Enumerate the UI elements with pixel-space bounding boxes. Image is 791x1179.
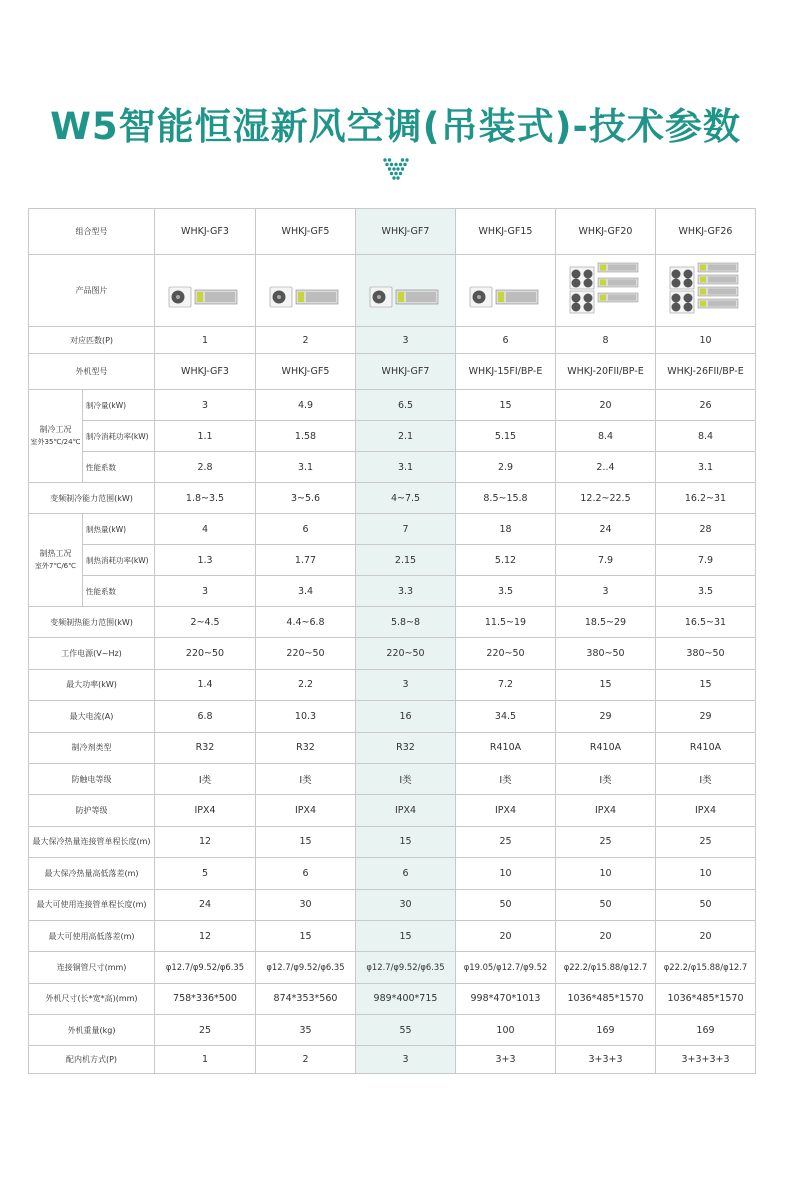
row-value-2: 4.4~6.8 (256, 607, 356, 638)
indoor-unit-icon (598, 293, 638, 302)
row-value-1: 1.1 (155, 421, 256, 452)
outdoor-unit-icon (570, 267, 594, 289)
row-value-5: 25 (556, 826, 656, 857)
heating-group-label-line2: 室外7℃/6℃ (35, 562, 76, 570)
table-row (29, 952, 756, 983)
row-value-4: 5.12 (456, 545, 556, 576)
row-value-1: 2.8 (155, 452, 256, 483)
row-label: 最大保冷热量连接管单程长度(m) (29, 826, 155, 857)
row-value-4: 998*470*1013 (456, 983, 556, 1014)
row-value-6: 16.2~31 (656, 483, 756, 514)
heating-group-label-line1: 制热工况 (39, 549, 72, 558)
row-value-2: 15 (256, 826, 356, 857)
row-value-1: 2~4.5 (155, 607, 256, 638)
row-value-4: 20 (456, 920, 556, 951)
outdoor-unit-icon (470, 287, 492, 307)
row-value-2: 2.2 (256, 669, 356, 700)
table-row (29, 421, 756, 452)
label-model: 组合型号 (29, 209, 155, 255)
row-value-2: 3.1 (256, 452, 356, 483)
table-row (29, 638, 756, 669)
row-value-3: 3.1 (356, 452, 456, 483)
row-value-4: 11.5~19 (456, 607, 556, 638)
row-value-3: φ12.7/φ9.52/φ6.35 (356, 952, 456, 983)
row-label: 最大可使用高低落差(m) (29, 920, 155, 951)
row-value-5: WHKJ-20FII/BP-E (556, 354, 656, 390)
sub-row-label: 性能系数 (83, 452, 155, 483)
page-title: W5智能恒湿新风空调(吊装式)-技术参数 (50, 105, 741, 148)
brand-logo-icon (383, 158, 409, 182)
row-value-6: 10 (656, 858, 756, 889)
row-value-3: 2.1 (356, 421, 456, 452)
row-value-1: 3 (155, 390, 256, 421)
row-label: 最大可使用连接管单程长度(m) (29, 889, 155, 920)
row-value-4: φ19.05/φ12.7/φ9.52 (456, 952, 556, 983)
row-value-6: φ22.2/φ15.88/φ12.7 (656, 952, 756, 983)
row-value-4: 100 (456, 1015, 556, 1046)
indoor-unit-icon (496, 290, 538, 304)
row-value-6: 10 (656, 327, 756, 354)
row-value-6: 3.5 (656, 576, 756, 607)
row-value-1: 1 (155, 327, 256, 354)
row-value-3: WHKJ-GF7 (356, 354, 456, 390)
row-label: 最大电流(A) (29, 701, 155, 732)
row-value-2: 6 (256, 514, 356, 545)
cooling-group-label-line1: 制冷工况 (39, 425, 72, 434)
row-value-3: 989*400*715 (356, 983, 456, 1014)
row-value-3: 7 (356, 514, 456, 545)
cooling-group-label (29, 390, 83, 483)
row-value-4: 220~50 (456, 638, 556, 669)
row-value-3: R32 (356, 732, 456, 763)
sub-row-label: 制冷量(kW) (83, 390, 155, 421)
row-value-1: 1.8~3.5 (155, 483, 256, 514)
row-value-1: WHKJ-GF3 (155, 354, 256, 390)
row-value-3: 6 (356, 858, 456, 889)
outdoor-unit-icon (370, 287, 392, 307)
table-row-image (29, 255, 756, 327)
row-value-4: 18 (456, 514, 556, 545)
row-value-5: 3 (556, 576, 656, 607)
row-value-2: WHKJ-GF5 (256, 354, 356, 390)
spec-table (28, 208, 756, 1074)
table-row (29, 390, 756, 421)
row-value-2: 1.77 (256, 545, 356, 576)
row-value-3: IPX4 (356, 795, 456, 826)
row-label: 配内机方式(P) (29, 1046, 155, 1074)
row-value-5: 10 (556, 858, 656, 889)
row-value-2: 4.9 (256, 390, 356, 421)
row-value-3: 5.8~8 (356, 607, 456, 638)
row-value-4: 6 (456, 327, 556, 354)
outdoor-unit-icon (570, 291, 594, 313)
row-value-4: 2.9 (456, 452, 556, 483)
row-value-4: 34.5 (456, 701, 556, 732)
row-label: 防触电等级 (29, 763, 155, 794)
row-value-1: I类 (155, 763, 256, 794)
row-value-5: 7.9 (556, 545, 656, 576)
row-value-5: 15 (556, 669, 656, 700)
row-label: 连接铜管尺寸(mm) (29, 952, 155, 983)
row-value-5: 50 (556, 889, 656, 920)
row-value-6: 7.9 (656, 545, 756, 576)
table-row (29, 858, 756, 889)
row-value-3: 55 (356, 1015, 456, 1046)
table-row (29, 701, 756, 732)
row-value-4: 3+3 (456, 1046, 556, 1074)
row-value-1: 25 (155, 1015, 256, 1046)
row-value-5: 1036*485*1570 (556, 983, 656, 1014)
table-row-model (29, 209, 756, 255)
indoor-unit-icon (698, 299, 738, 308)
row-label: 防护等级 (29, 795, 155, 826)
table-row (29, 732, 756, 763)
table-row (29, 669, 756, 700)
table-row (29, 983, 756, 1014)
table-row (29, 514, 756, 545)
row-value-2: 874*353*560 (256, 983, 356, 1014)
row-value-4: 8.5~15.8 (456, 483, 556, 514)
indoor-unit-icon (698, 287, 738, 296)
outdoor-unit-icon (670, 291, 694, 313)
table-row (29, 763, 756, 794)
row-value-1: IPX4 (155, 795, 256, 826)
row-value-5: R410A (556, 732, 656, 763)
row-value-5: IPX4 (556, 795, 656, 826)
row-value-6: 380~50 (656, 638, 756, 669)
table-row (29, 1046, 756, 1074)
table-row (29, 354, 756, 390)
model-6: WHKJ-GF26 (656, 209, 756, 255)
row-label: 外机重量(kg) (29, 1015, 155, 1046)
row-value-2: 3.4 (256, 576, 356, 607)
row-value-4: 5.15 (456, 421, 556, 452)
row-value-2: I类 (256, 763, 356, 794)
row-value-3: 16 (356, 701, 456, 732)
row-label: 最大保冷热量高低落差(m) (29, 858, 155, 889)
row-value-3: I类 (356, 763, 456, 794)
indoor-unit-icon (598, 263, 638, 272)
product-image-5 (556, 255, 656, 327)
table-row (29, 327, 756, 354)
row-value-2: 2 (256, 1046, 356, 1074)
row-value-6: 16.5~31 (656, 607, 756, 638)
row-value-2: IPX4 (256, 795, 356, 826)
table-row (29, 607, 756, 638)
row-value-6: IPX4 (656, 795, 756, 826)
product-image-1 (155, 255, 256, 327)
row-value-6: 25 (656, 826, 756, 857)
model-1: WHKJ-GF3 (155, 209, 256, 255)
row-value-2: 15 (256, 920, 356, 951)
indoor-unit-icon (296, 290, 338, 304)
table-row (29, 826, 756, 857)
table-row (29, 889, 756, 920)
row-value-6: I类 (656, 763, 756, 794)
row-value-3: 220~50 (356, 638, 456, 669)
row-value-1: R32 (155, 732, 256, 763)
row-value-3: 30 (356, 889, 456, 920)
row-value-4: WHKJ-15FI/BP-E (456, 354, 556, 390)
row-value-1: 1.4 (155, 669, 256, 700)
row-value-6: 20 (656, 920, 756, 951)
heating-group-label (29, 514, 83, 607)
model-2: WHKJ-GF5 (256, 209, 356, 255)
row-value-2: 2 (256, 327, 356, 354)
row-value-1: φ12.7/φ9.52/φ6.35 (155, 952, 256, 983)
row-value-6: 169 (656, 1015, 756, 1046)
row-label: 工作电源(V~Hz) (29, 638, 155, 669)
row-value-4: 15 (456, 390, 556, 421)
row-value-4: 3.5 (456, 576, 556, 607)
row-label: 外机型号 (29, 354, 155, 390)
row-value-4: 25 (456, 826, 556, 857)
row-value-1: 12 (155, 826, 256, 857)
product-image-2 (256, 255, 356, 327)
row-value-5: 29 (556, 701, 656, 732)
row-value-2: 30 (256, 889, 356, 920)
row-value-4: 7.2 (456, 669, 556, 700)
sub-row-label: 制冷消耗功率(kW) (83, 421, 155, 452)
row-value-6: 8.4 (656, 421, 756, 452)
row-value-2: 3~5.6 (256, 483, 356, 514)
row-value-3: 4~7.5 (356, 483, 456, 514)
row-value-1: 12 (155, 920, 256, 951)
row-value-1: 758*336*500 (155, 983, 256, 1014)
row-value-6: 3+3+3+3 (656, 1046, 756, 1074)
row-value-6: 29 (656, 701, 756, 732)
label-image: 产品图片 (29, 255, 155, 327)
indoor-unit-icon (698, 263, 738, 272)
row-value-5: 12.2~22.5 (556, 483, 656, 514)
row-value-5: 380~50 (556, 638, 656, 669)
row-value-2: 35 (256, 1015, 356, 1046)
row-value-2: R32 (256, 732, 356, 763)
product-image-6 (656, 255, 756, 327)
row-value-1: 6.8 (155, 701, 256, 732)
product-image-3 (356, 255, 456, 327)
row-value-3: 15 (356, 920, 456, 951)
row-value-3: 2.15 (356, 545, 456, 576)
row-label: 制冷剂类型 (29, 732, 155, 763)
row-value-5: 3+3+3 (556, 1046, 656, 1074)
row-value-6: WHKJ-26FII/BP-E (656, 354, 756, 390)
row-value-3: 3 (356, 669, 456, 700)
row-value-6: R410A (656, 732, 756, 763)
row-value-6: 50 (656, 889, 756, 920)
table-row (29, 545, 756, 576)
row-value-1: 24 (155, 889, 256, 920)
cooling-group-label-line2: 室外35℃/24℃ (30, 438, 81, 446)
table-row (29, 576, 756, 607)
row-value-1: 4 (155, 514, 256, 545)
table-row (29, 452, 756, 483)
table-row (29, 483, 756, 514)
row-value-3: 3.3 (356, 576, 456, 607)
table-row (29, 920, 756, 951)
row-value-1: 5 (155, 858, 256, 889)
table-row (29, 795, 756, 826)
sub-row-label: 制热量(kW) (83, 514, 155, 545)
row-value-5: 8 (556, 327, 656, 354)
row-value-6: 28 (656, 514, 756, 545)
row-value-6: 15 (656, 669, 756, 700)
model-4: WHKJ-GF15 (456, 209, 556, 255)
row-value-3: 15 (356, 826, 456, 857)
row-value-6: 1036*485*1570 (656, 983, 756, 1014)
row-value-4: I类 (456, 763, 556, 794)
row-value-5: 20 (556, 390, 656, 421)
row-label: 外机尺寸(长*宽*高)(mm) (29, 983, 155, 1014)
row-label: 对应匹数(P) (29, 327, 155, 354)
row-value-1: 1 (155, 1046, 256, 1074)
row-value-4: 50 (456, 889, 556, 920)
row-value-3: 6.5 (356, 390, 456, 421)
table-row (29, 1015, 756, 1046)
sub-row-label: 性能系数 (83, 576, 155, 607)
sub-row-label: 制热消耗功率(kW) (83, 545, 155, 576)
row-value-4: 10 (456, 858, 556, 889)
row-value-5: 24 (556, 514, 656, 545)
model-5: WHKJ-GF20 (556, 209, 656, 255)
row-value-5: 18.5~29 (556, 607, 656, 638)
row-value-2: 1.58 (256, 421, 356, 452)
indoor-unit-icon (698, 275, 738, 284)
row-value-5: 169 (556, 1015, 656, 1046)
row-value-1: 220~50 (155, 638, 256, 669)
row-value-5: I类 (556, 763, 656, 794)
row-value-5: 8.4 (556, 421, 656, 452)
row-value-3: 3 (356, 327, 456, 354)
indoor-unit-icon (598, 278, 638, 287)
row-value-6: 26 (656, 390, 756, 421)
outdoor-unit-icon (670, 267, 694, 289)
row-value-1: 1.3 (155, 545, 256, 576)
row-value-4: R410A (456, 732, 556, 763)
model-3: WHKJ-GF7 (356, 209, 456, 255)
row-value-5: 20 (556, 920, 656, 951)
outdoor-unit-icon (169, 287, 191, 307)
row-value-2: φ12.7/φ9.52/φ6.35 (256, 952, 356, 983)
outdoor-unit-icon (270, 287, 292, 307)
row-label: 变频制热能力范围(kW) (29, 607, 155, 638)
row-value-5: 2..4 (556, 452, 656, 483)
row-value-6: 3.1 (656, 452, 756, 483)
row-value-3: 3 (356, 1046, 456, 1074)
indoor-unit-icon (195, 290, 237, 304)
product-image-4 (456, 255, 556, 327)
row-label: 变频制冷能力范围(kW) (29, 483, 155, 514)
row-value-2: 220~50 (256, 638, 356, 669)
row-value-2: 6 (256, 858, 356, 889)
row-value-2: 10.3 (256, 701, 356, 732)
row-value-5: φ22.2/φ15.88/φ12.7 (556, 952, 656, 983)
row-label: 最大功率(kW) (29, 669, 155, 700)
row-value-4: IPX4 (456, 795, 556, 826)
indoor-unit-icon (396, 290, 438, 304)
row-value-1: 3 (155, 576, 256, 607)
